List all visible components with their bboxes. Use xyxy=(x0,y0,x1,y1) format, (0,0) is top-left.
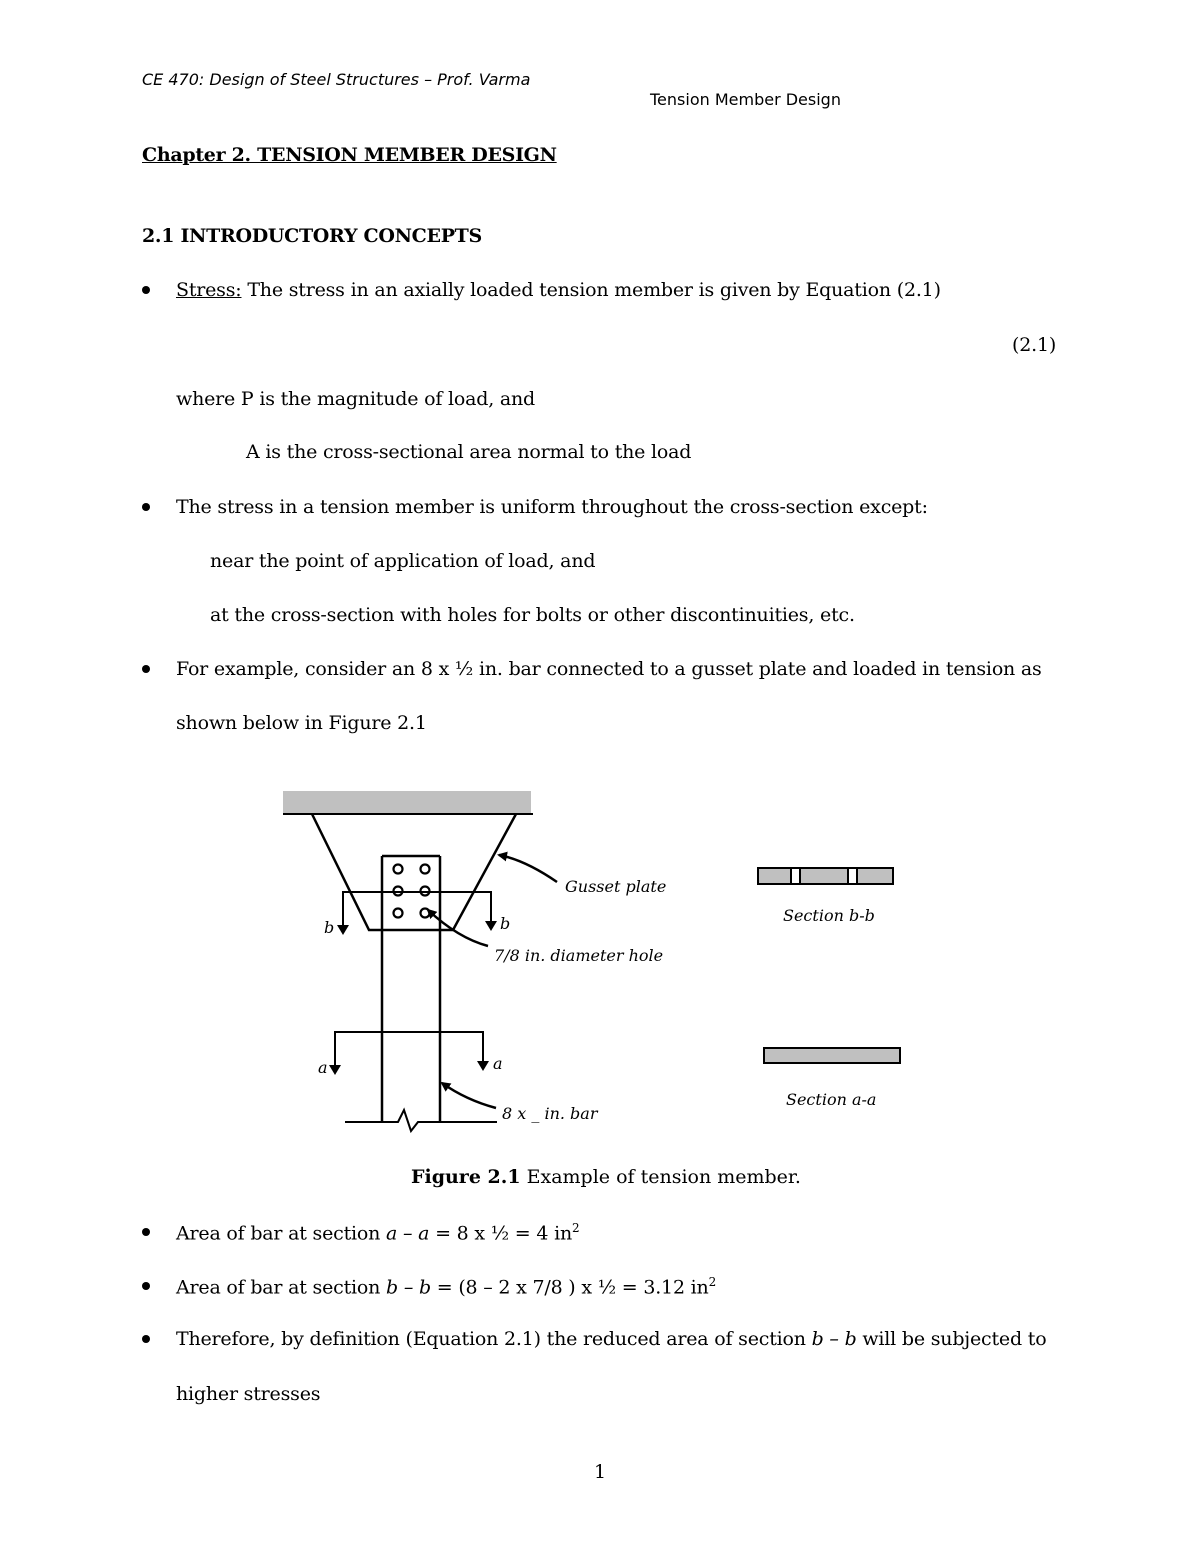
arrow-down-icon xyxy=(329,1065,341,1075)
bullet-icon xyxy=(142,1335,150,1343)
section-bb-hole xyxy=(791,868,800,884)
area-bb-exponent: 2 xyxy=(708,1275,717,1289)
chapter-title: Chapter 2. TENSION MEMBER DESIGN xyxy=(142,144,557,166)
gusset-leader-arrow xyxy=(499,855,557,882)
cut-b-left-label: b xyxy=(324,918,335,937)
uniform-stress-paragraph: The stress in a tension member is uniform throughout the cross-section except: xyxy=(176,496,928,518)
area-aa-paragraph xyxy=(176,1221,579,1244)
stress-text: The stress in an axially loaded tension member is given by Equation (2.1) xyxy=(241,279,941,301)
header-chapter-name: Tension Member Design xyxy=(650,90,841,109)
support-block xyxy=(283,791,531,813)
area-aa-expr: = 8 x ½ = 4 in xyxy=(429,1222,573,1245)
section-title: 2.1 INTRODUCTORY CONCEPTS xyxy=(142,225,482,247)
area-bb-paragraph xyxy=(176,1275,716,1298)
exception-item-1: near the point of application of load, and xyxy=(210,550,596,572)
example-paragraph-line2: shown below in Figure 2.1 xyxy=(176,712,427,734)
where-line: where P is the magnitude of load, and xyxy=(176,388,536,410)
cut-b-right-label: b xyxy=(500,914,511,933)
area-aa-exponent: 2 xyxy=(572,1221,580,1235)
gusset-plate-label: Gusset plate xyxy=(565,877,667,896)
bolt-hole-icon xyxy=(394,909,403,918)
arrow-down-icon xyxy=(477,1061,489,1071)
area-definition-line: A is the cross-sectional area normal to the load xyxy=(246,441,692,463)
exception-item-2: at the cross-section with holes for bolts or other discontinuities, etc. xyxy=(210,604,855,626)
cut-a-left-label: a xyxy=(318,1058,328,1077)
therefore-prefix: Therefore, by definition (Equation 2.1) the reduced area of section xyxy=(176,1328,812,1350)
bullet-icon xyxy=(142,1228,150,1236)
bullet-icon xyxy=(142,1282,150,1290)
therefore-section: b – b xyxy=(811,1328,857,1350)
arrow-down-icon xyxy=(337,925,349,935)
hole-leader-arrow xyxy=(428,910,488,946)
area-aa-prefix: Area of bar at section xyxy=(176,1222,387,1245)
section-bb-label: Section b-b xyxy=(783,906,875,925)
bolt-hole-icon xyxy=(394,865,403,874)
area-aa-section: a – a xyxy=(386,1222,430,1245)
example-paragraph-line1: For example, consider an 8 x ½ in. bar connected to a gusset plate and loaded in tension as xyxy=(176,658,1042,680)
figure-caption xyxy=(411,1166,801,1188)
section-aa-label: Section a-a xyxy=(786,1090,877,1109)
section-aa-shape xyxy=(764,1048,900,1063)
area-bb-expr: = (8 – 2 x 7/8 ) x ½ = 3.12 in xyxy=(430,1276,709,1299)
hole-diameter-label: 7/8 in. diameter hole xyxy=(494,946,664,965)
area-bb-section: b – b xyxy=(386,1276,431,1299)
stress-label: Stress: xyxy=(176,279,242,301)
section-aa-cut-line xyxy=(335,1032,483,1070)
figure-caption-number: Figure 2.1 xyxy=(411,1166,521,1188)
area-bb-prefix: Area of bar at section xyxy=(176,1276,387,1299)
page-number: 1 xyxy=(594,1461,607,1483)
therefore-paragraph-line2: higher stresses xyxy=(176,1383,321,1405)
break-line xyxy=(345,1110,497,1131)
therefore-paragraph-line1 xyxy=(176,1328,1046,1350)
figure-caption-text: Example of tension member. xyxy=(520,1166,801,1188)
arrow-down-icon xyxy=(485,921,497,931)
therefore-suffix: will be subjected to xyxy=(856,1328,1047,1350)
equation-number: (2.1) xyxy=(1012,334,1057,356)
bar-size-label: 8 x _ in. bar xyxy=(502,1104,598,1123)
bolt-hole-icon xyxy=(421,865,430,874)
bar-leader-arrow xyxy=(442,1083,496,1108)
header-course-title: CE 470: Design of Steel Structures – Prof. Varma xyxy=(142,70,531,89)
cut-a-right-label: a xyxy=(493,1054,503,1073)
section-bb-hole xyxy=(848,868,857,884)
section-bb-shape xyxy=(758,868,893,884)
